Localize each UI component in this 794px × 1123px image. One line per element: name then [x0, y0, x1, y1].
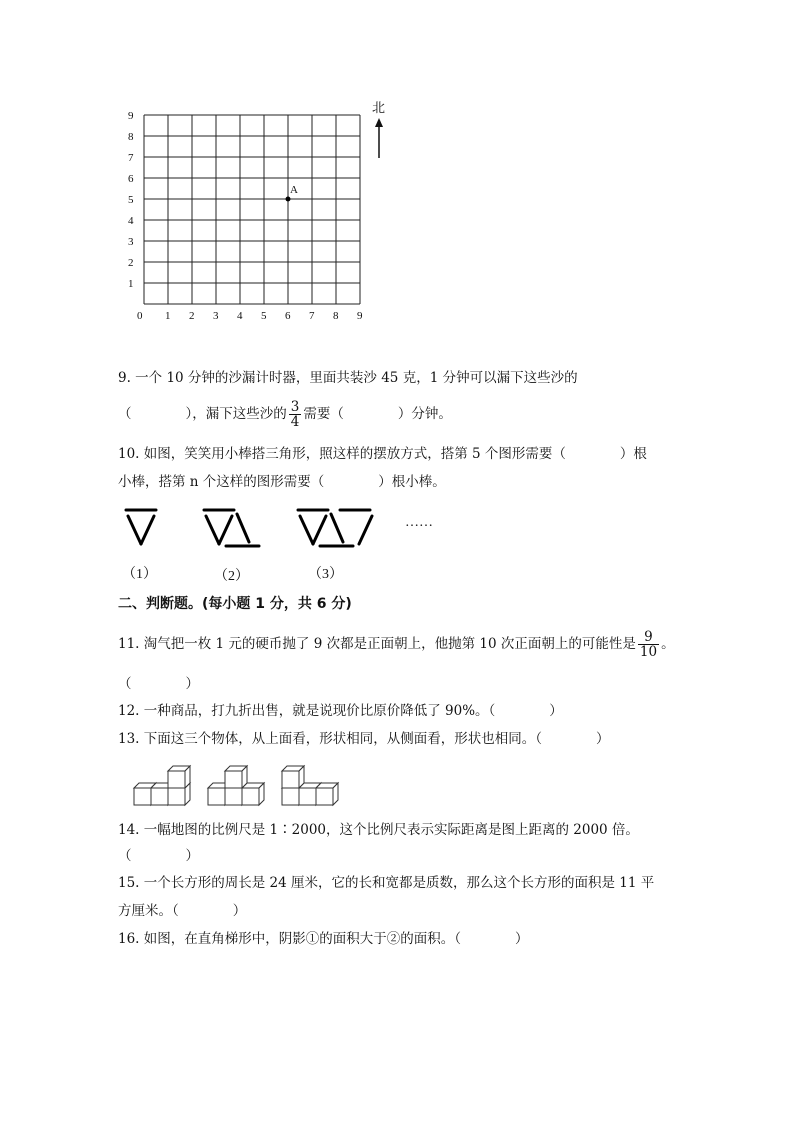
y-tick-label: 4 — [128, 215, 134, 227]
x-tick-label: 9 — [357, 310, 363, 322]
matchstick-figures — [118, 500, 458, 592]
question-11 — [118, 626, 675, 662]
ellipsis: …… — [405, 515, 433, 530]
x-tick-label: 5 — [261, 310, 267, 322]
q11-fraction — [638, 630, 659, 659]
question-16: 16. 如图，在直角梯形中，阴影①的面积大于②的面积。（ ） — [118, 931, 529, 947]
y-tick-label: 2 — [128, 257, 134, 269]
question-9-line2 — [118, 398, 452, 430]
q9-frac-num: 3 — [290, 399, 300, 415]
x-tick-label: 8 — [333, 310, 339, 322]
matchstick-figure-2 — [204, 510, 259, 546]
cube — [168, 766, 190, 788]
cube — [316, 783, 338, 805]
north-arrow-icon — [372, 118, 386, 158]
point-a-label: A — [290, 184, 298, 196]
y-tick-label: 6 — [128, 173, 134, 185]
q9-need: 需要 — [303, 406, 331, 422]
question-10-line1: 10. 如图，笑笑用小棒搭三角形，照这样的摆放方式，搭第 5 个图形需要（ ）根 — [118, 446, 647, 462]
north-label: 北 — [372, 101, 386, 116]
y-tick-label: 3 — [128, 236, 134, 248]
x-tick-label: 4 — [237, 310, 243, 322]
y-axis-labels — [128, 110, 134, 290]
north-indicator — [372, 102, 386, 158]
grid-lines — [144, 115, 360, 304]
x-tick-label: 3 — [213, 310, 219, 322]
fig-label-1: （1） — [122, 567, 157, 582]
section-2-title: 二、判断题。(每小题 1 分，共 6 分) — [118, 596, 352, 612]
fig-label-3: （3） — [308, 567, 343, 582]
cube-figures — [128, 756, 368, 812]
question-9 — [118, 368, 578, 388]
q11-frac-den: 10 — [639, 644, 658, 660]
q9-tail: 分钟。 — [411, 406, 452, 422]
fig-label-2: （2） — [214, 569, 249, 584]
q9-mid: ，漏下这些沙的 — [192, 406, 287, 422]
q11-frac-num: 9 — [638, 630, 659, 645]
question-14: 14. 一幅地图的比例尺是 1∶2000，这个比例尺表示实际距离是图上距离的 2000 倍。 — [118, 822, 639, 838]
y-tick-label: 1 — [128, 278, 134, 290]
point-a — [286, 197, 291, 202]
question-15-line1: 15. 一个长方形的周长是 24 厘米，它的长和宽都是质数，那么这个长方形的面积是 11 平 — [118, 875, 655, 891]
x-tick-label: 1 — [165, 310, 171, 322]
question-12: 12. 一种商品，打九折出售，就是说现价比原价降低了 90%。（ ） — [118, 703, 563, 719]
question-13: 13. 下面这三个物体，从上面看，形状相同，从侧面看，形状也相同。（ ） — [118, 731, 610, 747]
coordinate-grid — [120, 100, 400, 330]
matchstick-figure-1 — [126, 510, 156, 544]
q9-fraction — [289, 400, 302, 429]
q9-line1: 9. 一个 10 分钟的沙漏计时器，里面共装沙 45 克，1 分钟可以漏下这些沙的 — [118, 370, 578, 386]
cube — [225, 766, 247, 788]
q11-blank[interactable]: （ ） — [118, 676, 199, 692]
y-tick-label: 9 — [128, 110, 134, 122]
x-tick-label: 6 — [285, 310, 291, 322]
q9-blank1[interactable]: （ ） — [118, 406, 193, 422]
y-tick-label: 7 — [128, 152, 134, 164]
x-tick-label: 7 — [309, 310, 315, 322]
matchstick-figure-3 — [298, 510, 372, 546]
x-tick-label: 2 — [189, 310, 195, 322]
q11-end: 。 — [661, 636, 675, 652]
question-15-line2: 方厘米。（ ） — [118, 903, 247, 919]
q11-text: 11. 淘气把一枚 1 元的硬币抛了 9 次都是正面朝上，他抛第 10 次正面朝上的可能性是 — [118, 636, 636, 652]
y-tick-label: 5 — [128, 194, 134, 206]
q9-frac-den: 4 — [290, 414, 300, 430]
x-tick-label: 0 — [137, 310, 143, 322]
q14-blank[interactable]: （ ） — [118, 848, 199, 864]
x-axis-labels — [137, 310, 363, 322]
y-tick-label: 8 — [128, 131, 134, 143]
question-10-line2: 小棒，搭第 n 个这样的图形需要（ ）根小棒。 — [118, 474, 446, 490]
cube — [242, 783, 264, 805]
q9-blank2[interactable]: （ ） — [330, 406, 412, 422]
cube — [282, 766, 304, 788]
